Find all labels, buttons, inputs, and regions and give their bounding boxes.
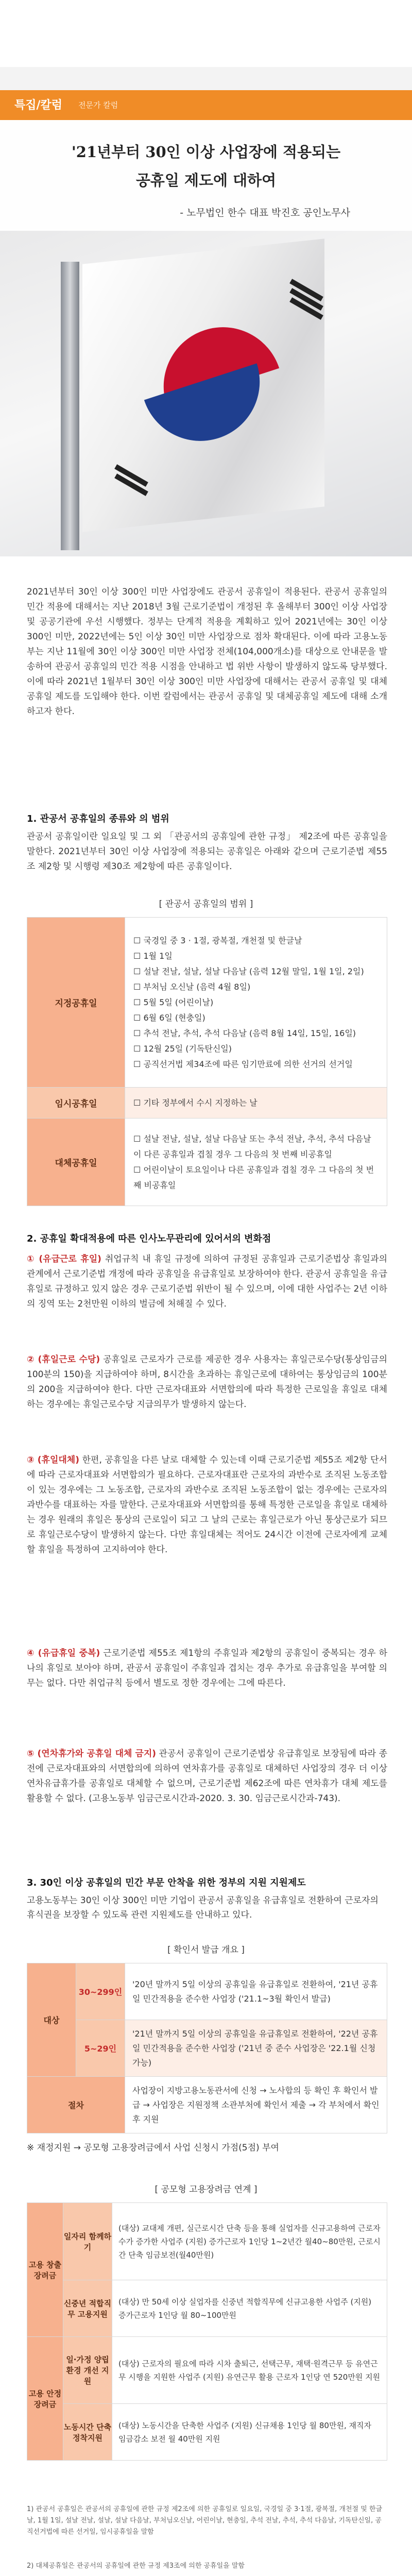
table-row (27, 2203, 387, 2280)
row-body-designated (125, 918, 387, 1088)
section2-item1: ① (유급근로 휴일) 취업규칙 내 휴일 규정에 의하여 규정된 공휴일과 근로기준법상 휴일과의 관계에서 근로기준법 개정에 따라 공휴일을 유급휴일로 보장하여야 한다. 관공서 공휴일을 유급휴일로 규정하고 있지 않은 경우 근로기준법 위반이 될 수 있으며, 이에 대한 사업주는 2년 이하의 징역 또는 2천만원 이하의 벌금에 처해질 수 있다. (27, 1254, 387, 1309)
section2-item4: ④ (유급휴일 중복) 근로기준법 제55조 제1항의 주휴일과 제2항의 공휴일이 중복되는 경우 하나의 휴일로 보아야 하며, 관공서 공휴일이 주휴일과 겹치는 경우 추가로 유급휴일을 부여할 의무는 없다. 다만 취업규칙 등에서 별도로 정한 경우에는 그에 따른다. (27, 1648, 387, 1688)
flag-pole (61, 262, 79, 550)
row-head-work-family: 일·가정 양립 환경 개선 지원 (63, 2337, 112, 2404)
section2-item5: ⑤ (연차휴가와 공휴일 대체 금지) 관공서 공휴일이 근로기준법상 유급휴일로 보장됨에 따라 종전에 근로자대표와의 서면합의에 의하여 연차휴가를 공휴일로 대체하던 사업장의 경우 더 이상 연차유급휴가를 공휴일로 대체할 수 없으며, 근로기준법 제62조에 따른 연차휴가 대체 제도를 활용할 수 없다. (고용노동부 임금근로시간과-2020. 3. 30. 임금근로시간과-743). (27, 1749, 387, 1804)
row-head-5-29: 5~29인 (76, 2020, 125, 2077)
row-body-temporary (125, 1088, 387, 1118)
article-title-line1: '21년부터 30인 이상 사업장에 적용되는 (71, 143, 341, 161)
row-body-5-29: '21년 말까지 5일 이상의 공휴일을 유급휴일로 전환하여, '22년 공휴일 민간적용을 준수한 사업장 ('21년 중 준수 사업장은 '22.1월 신청 가능) (125, 2020, 387, 2077)
table-row (27, 1963, 387, 2020)
section1-title: 1. 관공서 공휴일의 종류와 의 범위 (27, 814, 169, 824)
row-head-substitute: 대체공휴일 (27, 1118, 125, 1206)
list-item: ☐ 기타 정부에서 수시 지정하는 날 (133, 1097, 258, 1108)
row-body-work-family: (대상) 근로자의 필요에 따라 시차 출퇴근, 선택근무, 재택·원격근무 등 유연근무 시행을 지원한 사업주 (지원) 유연근무 활용 근로자 1인당 연 520만원 지원 (112, 2337, 387, 2404)
flag-photo (0, 231, 412, 556)
list-item: ☐ 설날 전날, 설날, 설날 다음날 또는 추석 전날, 추석, 추석 다음날이 다른 공휴일과 겹칠 경우 그 다음의 첫 번째 비공휴일 (133, 1133, 371, 1159)
row-body-hours-reduction: (대상) 노동시간을 단축한 사업주 (지원) 신규채용 1인당 월 80만원, 재직자 임금감소 보전 월 40만원 지원 (112, 2404, 387, 2461)
section2-item2: ② (휴일근로 수당) 공휴일로 근로자가 근로를 제공한 경우 사용자는 휴일근로수당(통상임금의 100분의 150)을 지급하여야 하며, 8시간을 초과하는 휴일근로에 대하여는 통상임금의 100분의 200을 지급하여야 한다. 다만 근로자대표와 서면합의에 따라 특정한 근로일을 휴일로 대체하는 경우에는 휴일근로수당 지급의무가 발생하지 않는다. (27, 1354, 388, 1410)
row-body-job-sharing: (대상) 교대제 개편, 실근로시간 단축 등을 통해 실업자를 신규고용하여 근로자수가 증가한 사업주 (지원) 증가근로자 1인당 1~2년간 월40~80만원, 근로시간 단축 임금보전(월40만원) (112, 2203, 387, 2280)
row-body-new-middle-age: (대상) 만 50세 이상 실업자를 신중년 적합직무에 신규고용한 사업주 (지원) 증가근로자 1인당 월 80~100만원 (112, 2280, 387, 2337)
section1-body: 관공서 공휴일이란 일요일 및 그 외 「관공서의 공휴일에 관한 규정」 제2조에 따른 공휴일을 말한다. 2021년부터 30인 이상 사업장에 적용되는 공휴일은 아래와 같으며 근로기준법 제55조 제2항 및 시행령 제30조 제2항에 따른 공휴일이다. (27, 832, 387, 872)
table-row (27, 2280, 387, 2337)
section3-title: 3. 30인 이상 공휴일의 민간 부문 안착을 위한 정부의 지원 지원제도 (27, 1877, 306, 1888)
footnote-1: 1) 관공서 공휴일은 관공서의 공휴일에 관한 규정 제2조에 의한 공휴일로 일요일, 국경일 중 3·1절, 광복절, 개천절 및 한글날, 1월 1일, 설날 전날, 설날, 설날 다음날, 부처님오신날, 어린이날, 현충일, 추석 전날, 추석, 추석 다음날, 기독탄신일, 공직선거법에 따른 선거일, 임시공휴일을 말함 (27, 2505, 383, 2536)
row-group-target: 대상 (27, 1963, 76, 2077)
row-head-job-sharing: 일자리 함께하기 (63, 2203, 112, 2280)
hero-banner (0, 0, 412, 556)
article-author: - 노무법인 한수 대표 박진호 공인노무사 (180, 207, 350, 218)
section3-intro: 고용노동부는 30인 이상 300인 미만 기업이 관공서 공휴일을 유급휴일로 전환하여 근로자의 휴식권을 보장할 수 있도록 관련 지원제도를 안내하고 있다. (27, 1895, 379, 1920)
hero-top-space (0, 0, 412, 67)
section2-title: 2. 공휴일 확대적용에 따른 인사노무관리에 있어서의 변화점 (27, 1233, 271, 1244)
row-group-creation: 고용 창출 장려금 (27, 2203, 63, 2337)
section2-item3: ③ (휴일대체) 한편, 공휴일을 다른 날로 대체할 수 있는데 이때 근로기준법 제55조 제2항 단서에 따라 근로자대표와 서면합의가 필요하다. 근로자대표란 근로자의 과반수로 조직된 노동조합이 있는 경우에는 그 노동조합, 근로자의 과반수로 조직된 노동조합이 없는 경우에는 근로자의 과반수를 대표하는 자를 말한다. 근로자대표와 서면합의를 통해 특정한 근로일을 휴일로 대체하는 경우 원래의 휴일은 통상의 근로일이 되고 그 날의 근로는 휴일근로가 아닌 통상근로가 되므로 휴일근로수당이 발생하지 않는다. 다만 휴일대체는 적어도 24시간 이전에 근로자에게 교체할 휴일을 특정하여 고지하여야 한다. (27, 1455, 387, 1555)
category-bar (0, 90, 412, 120)
list-item: ☐ 12월 25일 (기독탄신일) (133, 1043, 232, 1054)
list-item: ☐ 공직선거법 제34조에 따른 임기만료에 의한 선거의 선거일 (133, 1059, 353, 1069)
row-head-30-299: 30~299인 (76, 1963, 125, 2020)
table-row (27, 918, 387, 1088)
category-sub-label: 전문가 칼럼 (78, 100, 118, 110)
table-row (27, 2404, 387, 2461)
list-item: ☐ 1월 1일 (133, 951, 173, 961)
title-box (0, 120, 412, 231)
table-row (27, 1088, 387, 1118)
table-row (27, 2337, 387, 2404)
article-body (0, 556, 412, 2576)
row-head-hours-reduction: 노동시간 단축 정착지원 (63, 2404, 112, 2461)
list-item: ☐ 5월 5일 (어린이날) (133, 997, 214, 1007)
row-head-new-middle-age: 신중년 적합직무 고용지원 (63, 2280, 112, 2337)
list-item: ☐ 추석 전날, 추석, 추석 다음날 (음력 8월 14일, 15일, 16일) (133, 1028, 356, 1038)
row-group-stability: 고용 안정 장려금 (27, 2337, 63, 2461)
table2-caption: [ 확인서 발급 개요 ] (167, 1945, 245, 1955)
list-item: ☐ 6월 6일 (현충일) (133, 1012, 205, 1023)
intro-paragraph: 2021년부터 30인 이상 300인 미만 사업장에도 관공서 공휴일이 적용된다. 관공서 공휴일의 민간 적용에 대해서는 지난 2018년 3월 근로기준법이 개정된 후 올해부터 300인 이상 사업장 및 공공기관에 우선 시행했다. 정부는 단계적 적용을 계획하고 있어 2021년에는 30인 이상 300인 미만, 2022년에는 5인 이상 30인 미만 사업장으로 점차 확대된다. 이에 따라 고용노동부는 지난 11월에 30인 이상 300인 미만 사업장 전체(104,000개소)를 대상으로 안내문을 발송하여 관공서 공휴일의 민간 적용 시점을 안내하고 법 위반 사항이 발생하지 않도록 당부했다. 이에 따라 2021년 1월부터 30인 이상 300인 미만 사업장에 대해서는 관공서 공휴일 및 대체공휴일 제도를 도입해야 한다. 이번 칼럼에서는 관공서 공휴일 및 대체공휴일 제도에 대해 소개하고자 한다. (27, 587, 387, 717)
category-label: 특집/칼럼 (14, 99, 63, 112)
confirmation-table (27, 1963, 387, 2133)
list-item: ☐ 국경일 중 3 · 1절, 광복절, 개천절 및 한글날 (133, 935, 302, 945)
list-item: ☐ 어린이날이 토요일이나 다른 공휴일과 겹칠 경우 그 다음의 첫 번째 비공휴일 (133, 1164, 374, 1190)
table1-caption: [ 관공서 공휴일의 범위 ] (159, 899, 253, 909)
table-row (27, 2020, 387, 2077)
row-head-procedure: 절차 (27, 2077, 125, 2133)
row-body-procedure: 사업장이 지방고용노동관서에 신청 → 노사합의 등 확인 후 확인서 발급 → 사업장은 지원정책 소관부처에 확인서 제출 → 각 부처에서 확인 후 지원 (125, 2077, 387, 2133)
table-row (27, 2077, 387, 2133)
support-note: ※ 재정지원 → 공모형 고용장려금에서 사업 신청시 가점(5점) 부여 (27, 2143, 279, 2153)
subsidy-table (27, 2202, 387, 2461)
footnote-2: 2) 대체공휴일은 관공서의 공휴일에 관한 규정 제3조에 의한 공휴일을 말함 (27, 2562, 245, 2570)
table-row (27, 1118, 387, 1206)
holiday-table (27, 917, 387, 1206)
article-title-line2: 공휴일 제도에 대하여 (135, 172, 277, 189)
list-item: ☐ 설날 전날, 설날, 설날 다음날 (음력 12월 말일, 1월 1일, 2일) (133, 966, 364, 976)
table3-caption: [ 공모형 고용장려금 연계 ] (154, 2184, 258, 2195)
list-item: ☐ 부처님 오신날 (음력 4월 8일) (133, 981, 251, 992)
row-body-30-299: '20년 말까지 5일 이상의 공휴일을 유급휴일로 전환하여, '21년 공휴일 민간적용을 준수한 사업장 ('21.1~3월 확인서 발급) (125, 1963, 387, 2020)
row-head-designated: 지정공휴일 (27, 918, 125, 1088)
row-head-temporary: 임시공휴일 (27, 1088, 125, 1118)
row-body-substitute (125, 1118, 387, 1206)
